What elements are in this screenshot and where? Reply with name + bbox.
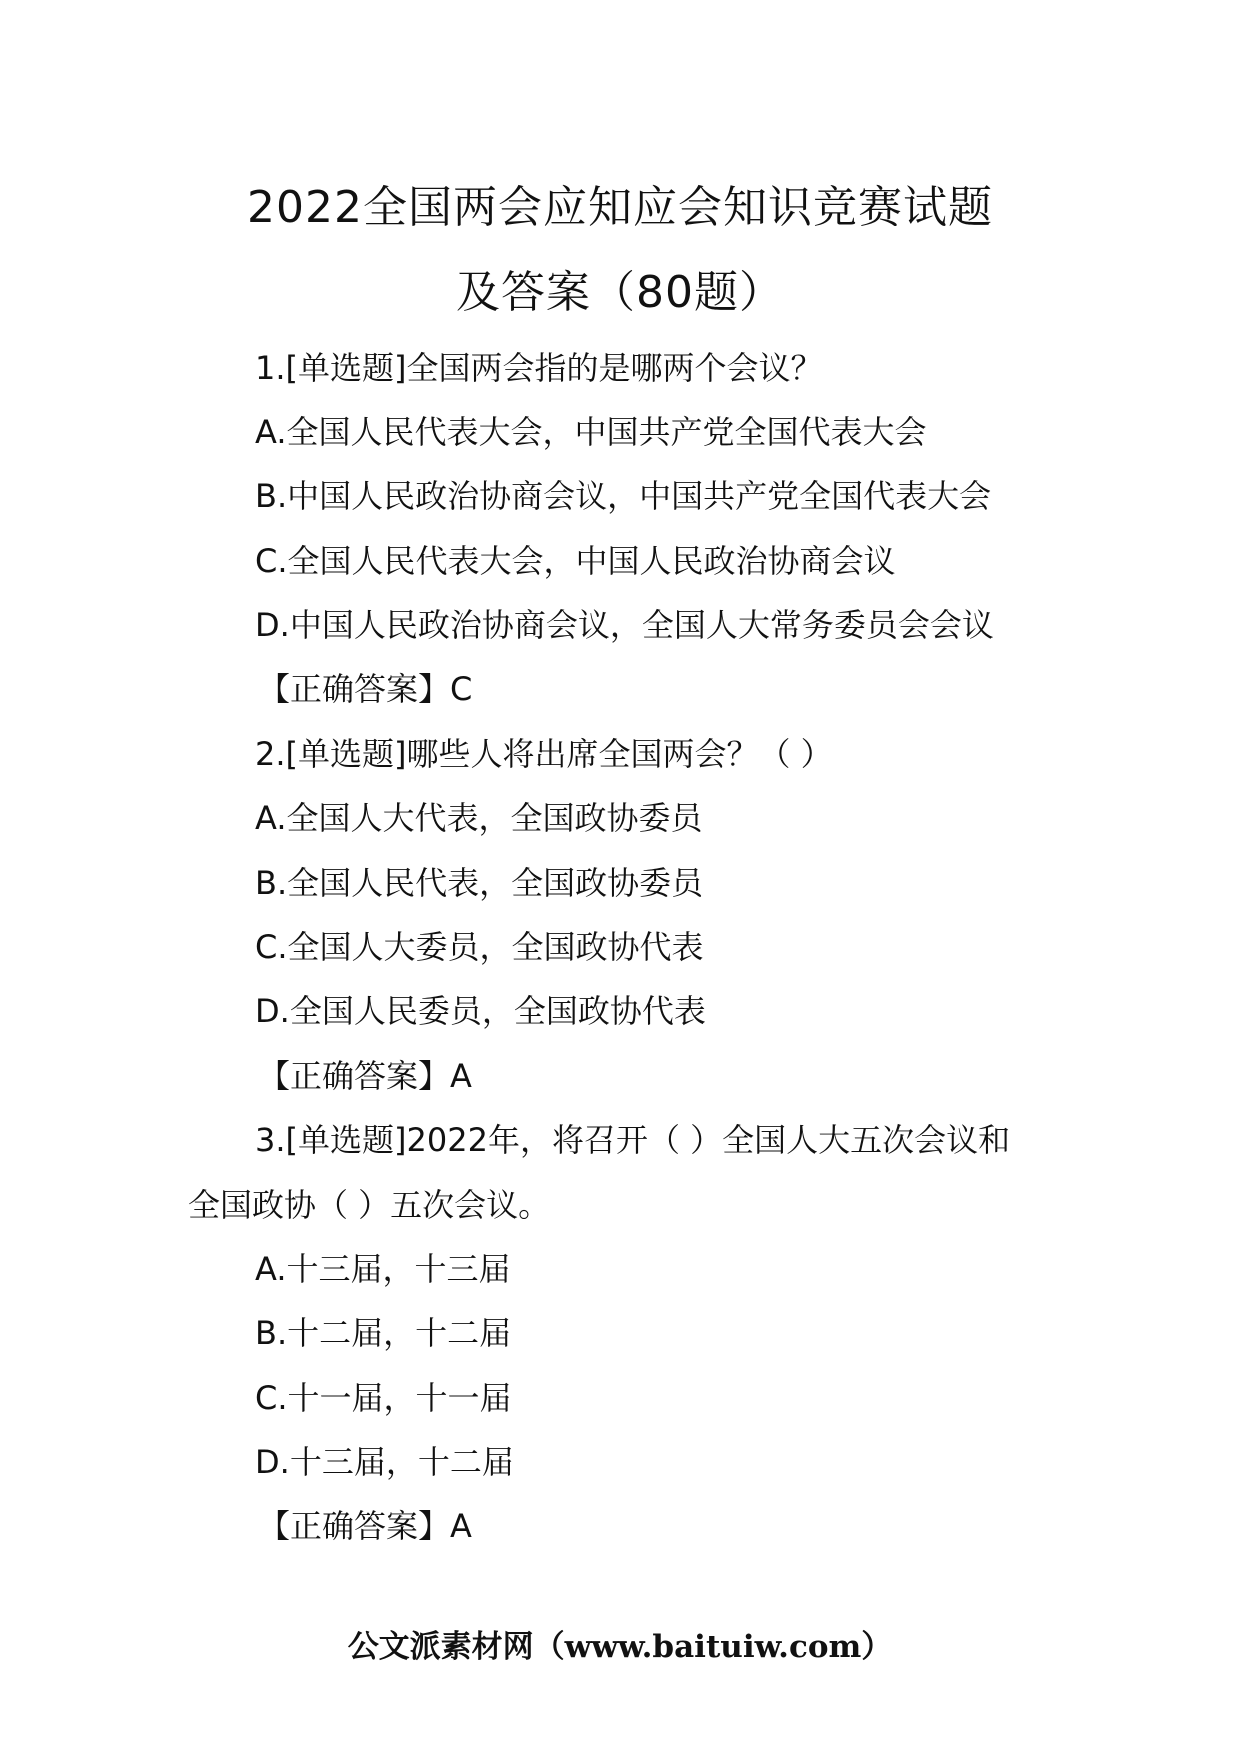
question-3-option-b: B.十二届，十二届 bbox=[255, 1314, 512, 1352]
question-2-option-a: A.全国人大代表，全国政协委员 bbox=[255, 799, 703, 837]
question-3-option-c: C.十一届，十一届 bbox=[255, 1379, 512, 1417]
question-1-stem: 1.[单选题]全国两会指的是哪两个会议？ bbox=[255, 349, 823, 387]
document-title-line-2: 及答案（80题） bbox=[456, 267, 784, 318]
question-1-answer: 【正确答案】C bbox=[258, 670, 473, 708]
question-3-answer: 【正确答案】A bbox=[258, 1507, 472, 1545]
question-2-option-c: C.全国人大委员，全国政协代表 bbox=[255, 928, 704, 966]
question-1-option-c: C.全国人民代表大会，中国人民政治协商会议 bbox=[255, 542, 896, 580]
question-3-option-a: A.十三届，十三届 bbox=[255, 1250, 511, 1288]
question-2-option-b: B.全国人民代表，全国政协委员 bbox=[255, 864, 704, 902]
question-1-option-d: D.中国人民政治协商会议，全国人大常务委员会会议 bbox=[255, 606, 994, 644]
question-3-stem-line-1: 3.[单选题]2022年，将召开（ ）全国人大五次会议和 bbox=[255, 1121, 1011, 1159]
document-title-line-1: 2022全国两会应知应会知识竞赛试题 bbox=[247, 182, 993, 233]
question-2-stem: 2.[单选题]哪些人将出席全国两会？（ ） bbox=[255, 735, 833, 773]
question-1-option-a: A.全国人民代表大会，中国共产党全国代表大会 bbox=[255, 413, 927, 451]
question-1-option-b: B.中国人民政治协商会议，中国共产党全国代表大会 bbox=[255, 477, 992, 515]
question-3-option-d: D.十三届，十二届 bbox=[255, 1443, 514, 1481]
question-3-stem-line-2: 全国政协（ ）五次会议。 bbox=[188, 1186, 551, 1224]
question-2-answer: 【正确答案】A bbox=[258, 1057, 472, 1095]
question-2-option-d: D.全国人民委员，全国政协代表 bbox=[255, 992, 706, 1030]
page-footer-source: 公文派素材网（www.baituiw.com） bbox=[347, 1629, 893, 1665]
